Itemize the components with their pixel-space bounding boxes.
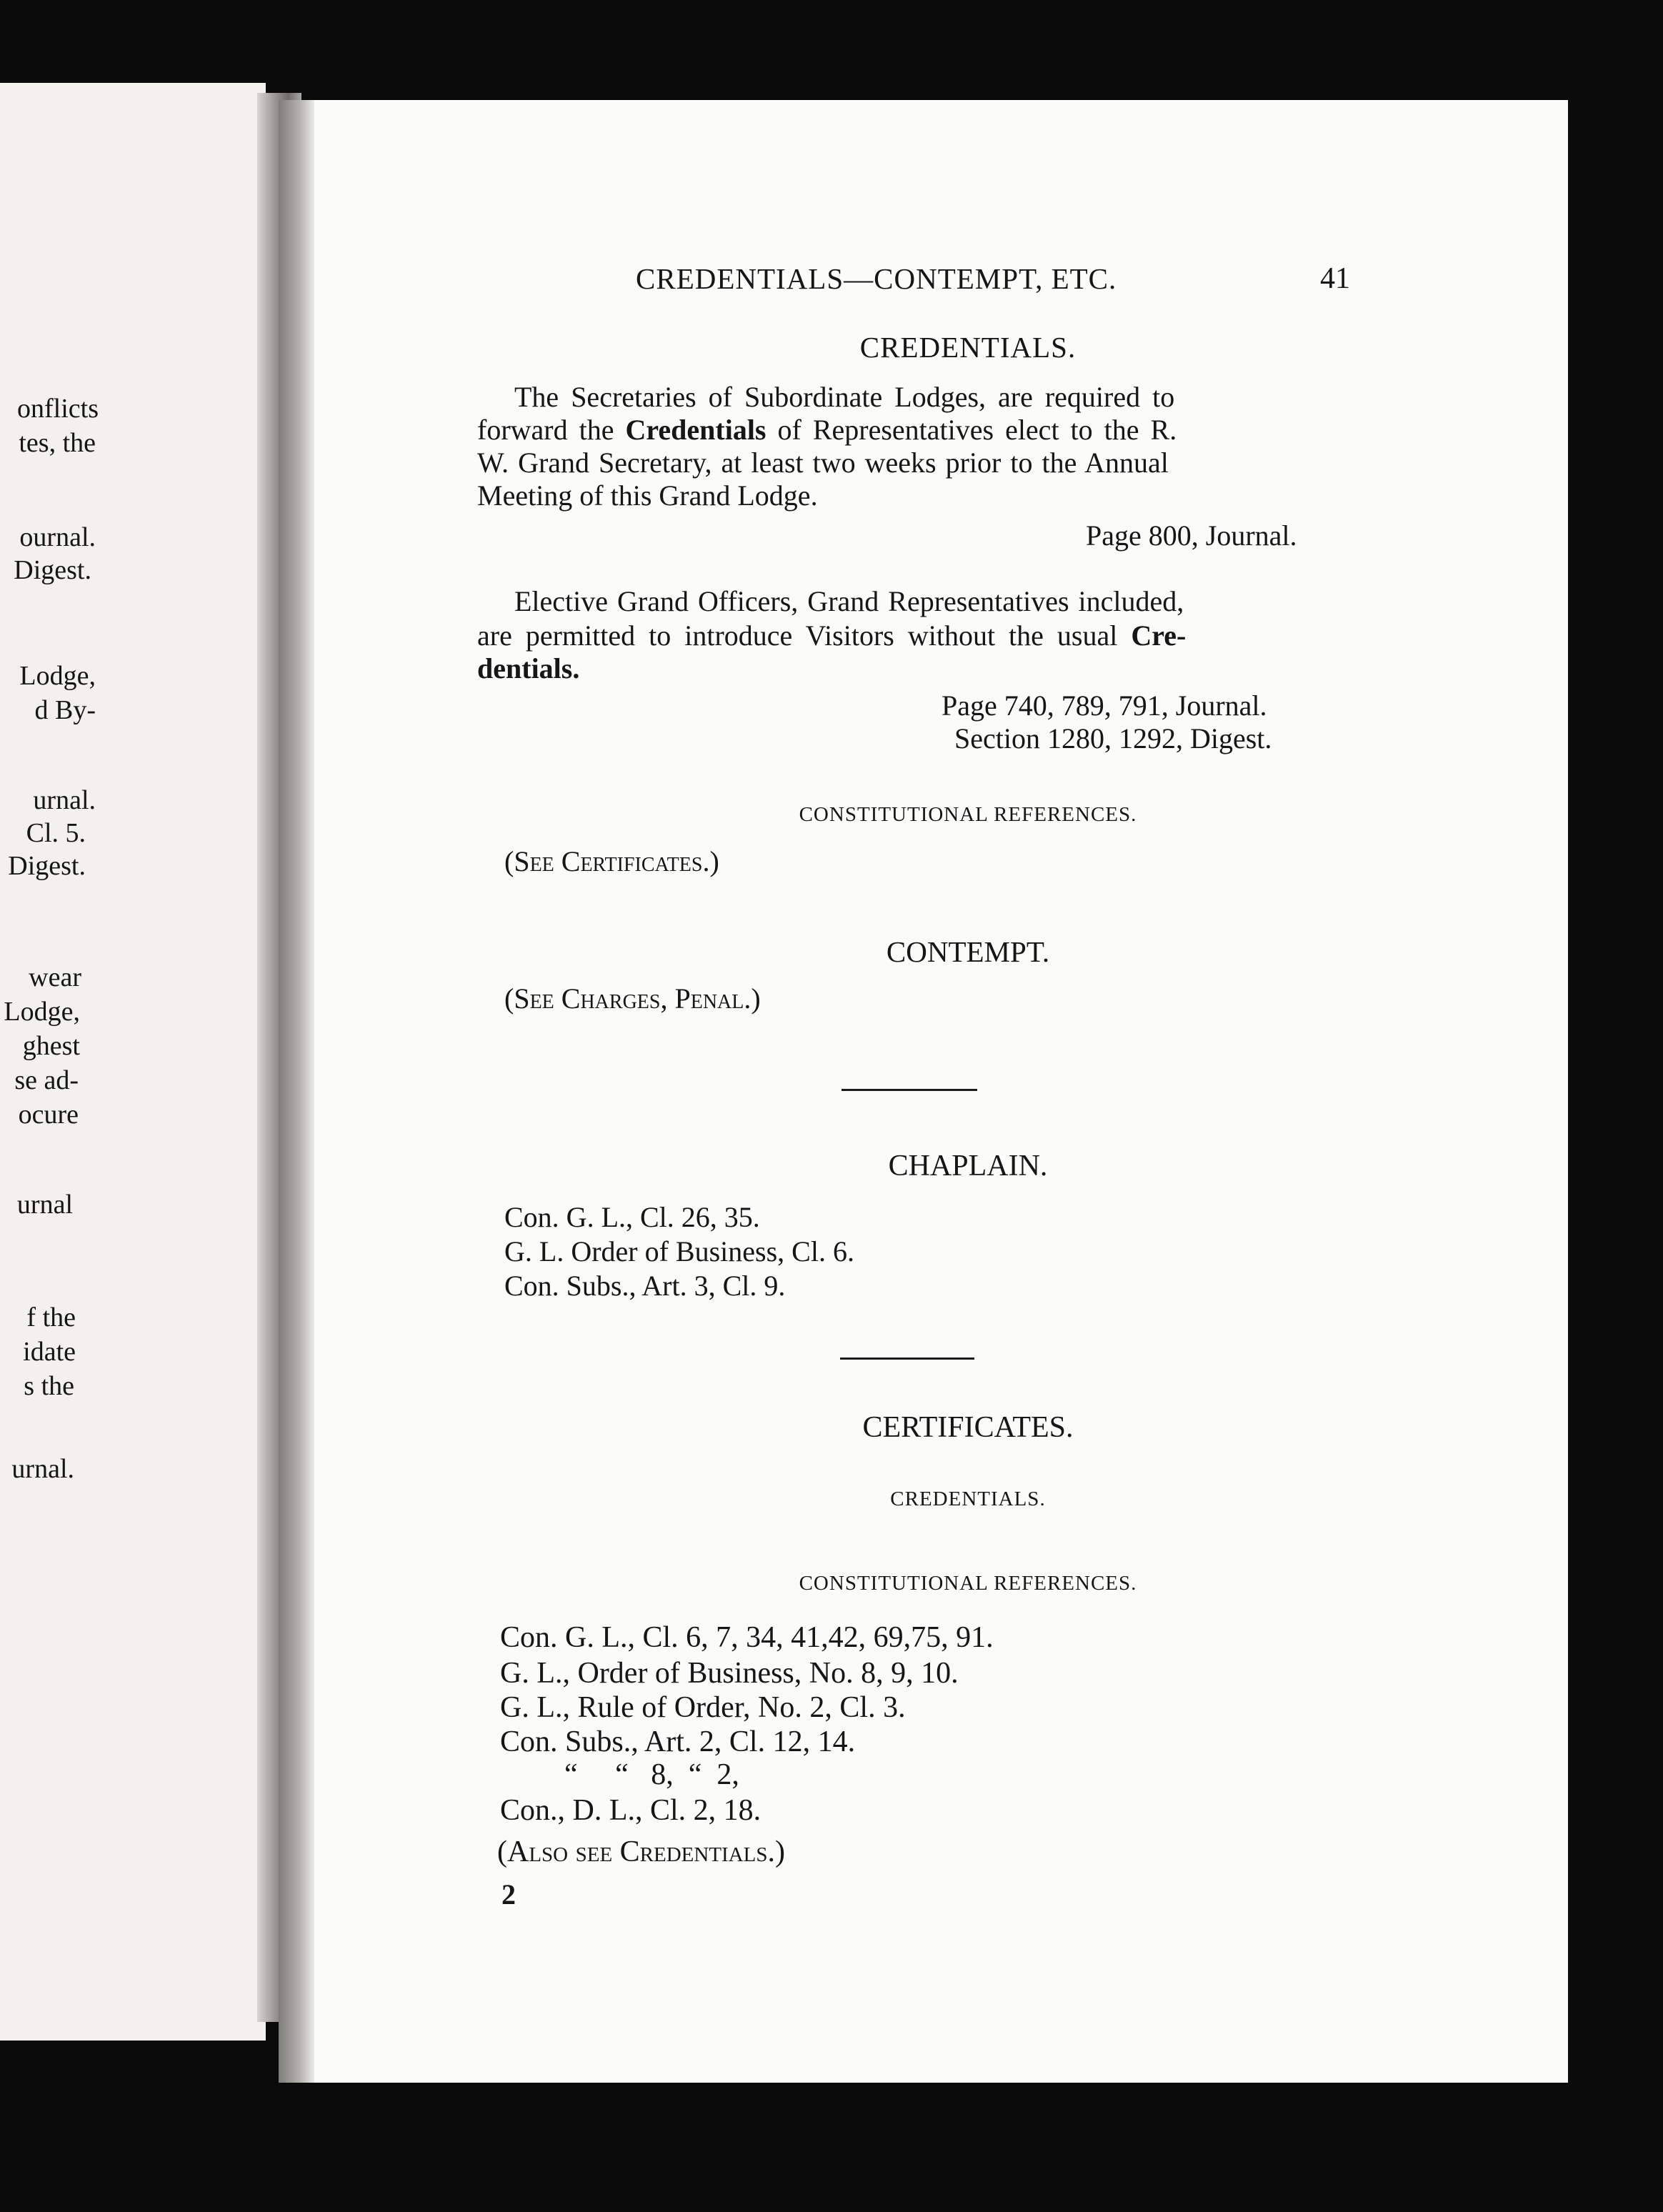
- subheading-credentials: CREDENTIALS.: [890, 1488, 1046, 1510]
- reference-line: G. L., Rule of Order, No. 2, Cl. 3.: [500, 1691, 906, 1724]
- facing-line: urnal.: [11, 1454, 74, 1484]
- facing-line: Digest.: [8, 851, 86, 881]
- reference-line: Con. G. L., Cl. 26, 35.: [504, 1201, 760, 1233]
- page-number: 41: [1320, 262, 1350, 295]
- facing-line: idate: [23, 1337, 76, 1367]
- text-line: [477, 619, 1186, 652]
- section-heading-certificates: CERTIFICATES.: [862, 1411, 1074, 1444]
- text-line: The Secretaries of Subordinate Lodges, are required to: [514, 381, 1175, 413]
- section-heading-credentials: CREDENTIALS.: [859, 331, 1077, 364]
- text-run: of Representatives elect to the R.: [777, 414, 1177, 446]
- facing-line: onflicts: [17, 394, 99, 424]
- cross-reference: (See Certificates.): [504, 845, 719, 877]
- reference-line: Con. G. L., Cl. 6, 7, 34, 41,42, 69,75, 91.: [500, 1621, 994, 1654]
- cross-reference: (Also see Credentials.): [497, 1835, 785, 1868]
- running-header: CREDENTIALS—CONTEMPT, ETC.: [636, 262, 1117, 295]
- cross-reference: (See Charges, Penal.): [504, 982, 761, 1015]
- facing-page-fragment: [0, 83, 266, 2041]
- reference-line: Con. Subs., Art. 3, Cl. 9.: [504, 1270, 786, 1302]
- subheading-constitutional-references: CONSTITUTIONAL REFERENCES.: [799, 1572, 1137, 1595]
- facing-line: f the: [26, 1302, 76, 1332]
- reference-line: Con., D. L., Cl. 2, 18.: [500, 1794, 761, 1827]
- facing-line: s the: [24, 1371, 74, 1401]
- section-divider: [840, 1357, 974, 1360]
- bold-term: Credentials: [625, 414, 766, 446]
- text-line: Elective Grand Officers, Grand Representatives included,: [514, 585, 1184, 617]
- facing-line: se ad-: [14, 1065, 79, 1095]
- section-heading-contempt: CONTEMPT.: [886, 935, 1050, 968]
- reference-citation: Page 740, 789, 791, Journal.: [942, 689, 1267, 722]
- signature-mark: 2: [501, 1878, 516, 1910]
- facing-line: Cl. 5.: [26, 818, 86, 848]
- facing-line: Lodge,: [19, 661, 96, 691]
- reference-line: G. L. Order of Business, Cl. 6.: [504, 1235, 854, 1267]
- page-binding-gutter: [279, 100, 314, 2083]
- reference-citation: Section 1280, 1292, Digest.: [954, 722, 1272, 754]
- facing-line: ournal.: [19, 522, 96, 552]
- reference-line: G. L., Order of Business, No. 8, 9, 10.: [500, 1657, 959, 1690]
- facing-line: tes, the: [19, 428, 96, 458]
- facing-line: urnal.: [33, 785, 96, 815]
- facing-line: Lodge,: [4, 997, 80, 1027]
- reference-line: “ “ 8, “ 2,: [564, 1758, 739, 1791]
- text-line: Meeting of this Grand Lodge.: [477, 479, 818, 512]
- text-run: are permitted to introduce Visitors without the usual: [477, 619, 1118, 652]
- bold-term: dentials.: [477, 652, 580, 684]
- reference-line: Con. Subs., Art. 2, Cl. 12, 14.: [500, 1725, 856, 1758]
- reference-citation: Page 800, Journal.: [1086, 519, 1297, 552]
- bold-term: Cre-: [1131, 619, 1187, 652]
- facing-line: ghest: [22, 1031, 80, 1061]
- section-divider: [842, 1089, 977, 1091]
- text-line: W. Grand Secretary, at least two weeks prior to the Annual: [477, 447, 1169, 479]
- facing-line: urnal: [16, 1190, 73, 1220]
- facing-line: wear: [29, 962, 81, 992]
- facing-line: Digest.: [14, 555, 91, 585]
- facing-line: d By-: [34, 695, 96, 725]
- subheading-constitutional-references: CONSTITUTIONAL REFERENCES.: [799, 803, 1137, 826]
- section-heading-chaplain: CHAPLAIN.: [888, 1150, 1048, 1182]
- text-line: [477, 413, 1177, 447]
- text-run: forward the: [477, 414, 614, 446]
- facing-line: ocure: [18, 1100, 79, 1130]
